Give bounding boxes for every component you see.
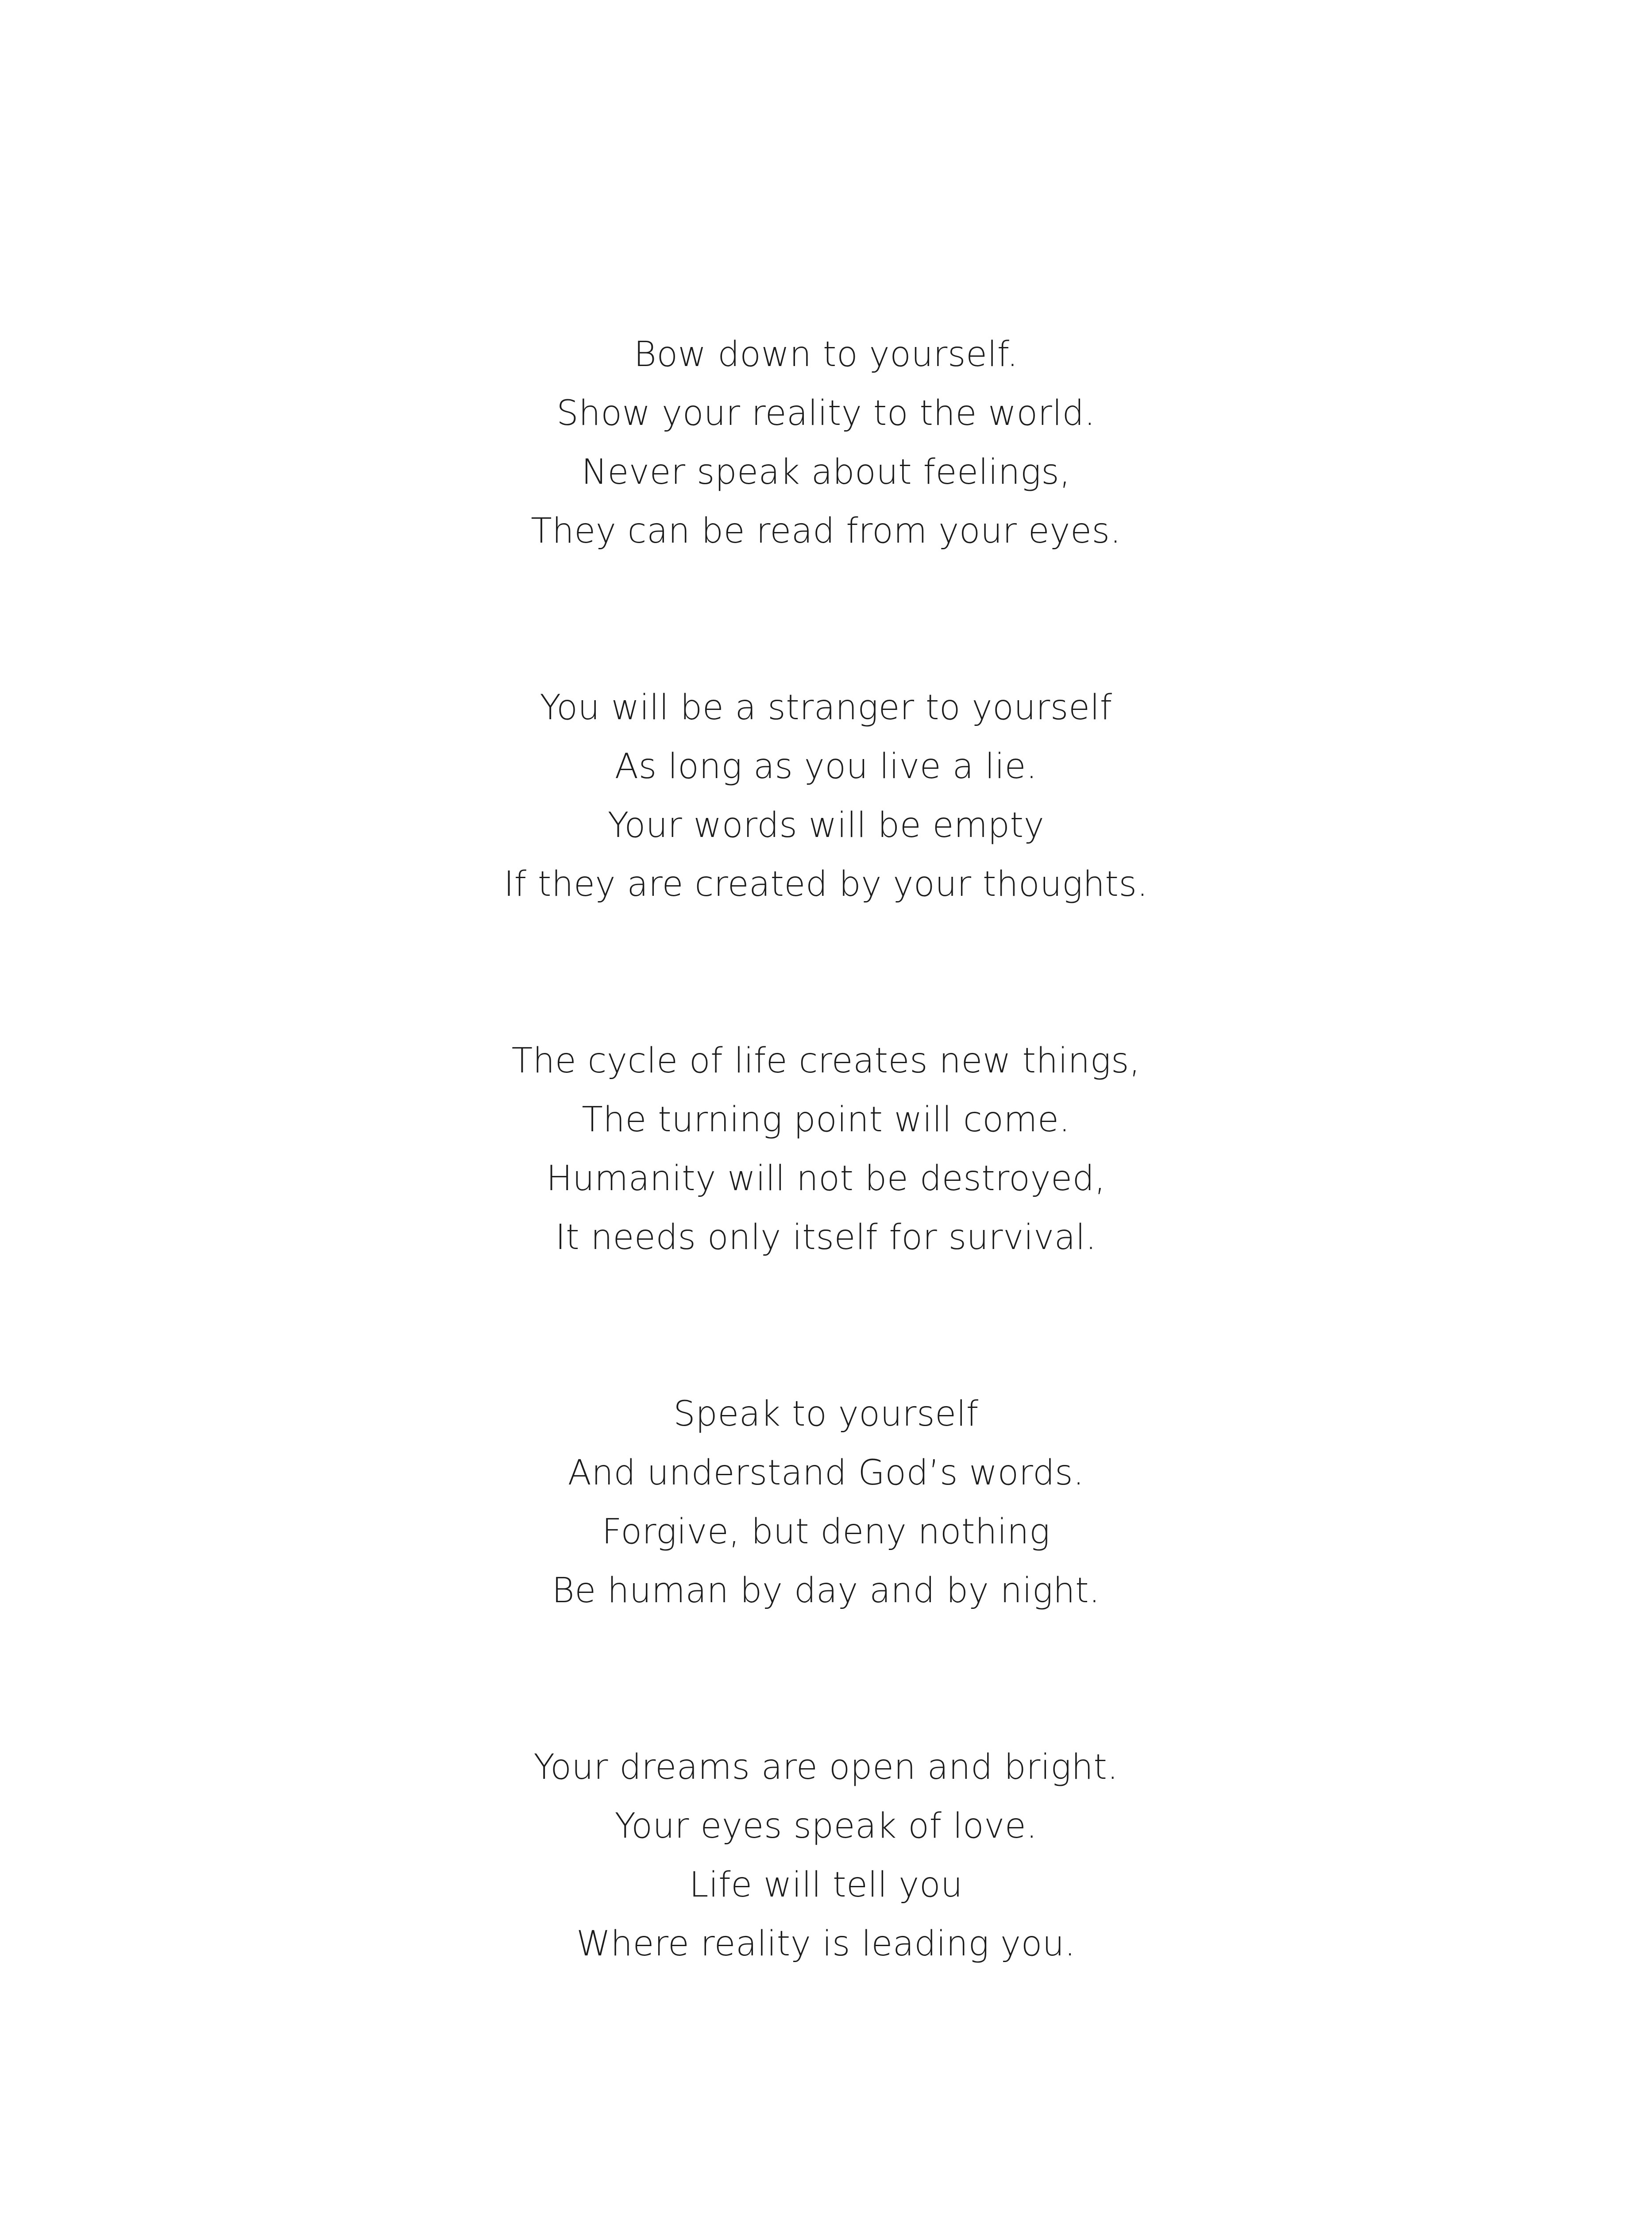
poem-line: Speak to yourself: [673, 1394, 979, 1434]
poem-line: They can be read from your eyes.: [531, 511, 1121, 551]
poem-line: Show your reality to the world.: [556, 393, 1096, 433]
poem-line: If they are created by your thoughts.: [504, 864, 1148, 904]
poem-line: And understand God’s words.: [567, 1453, 1085, 1493]
poem-line: Never speak about feelings,: [581, 452, 1071, 492]
poem-line: Your words will be empty: [607, 806, 1045, 845]
poem-line: The turning point will come.: [582, 1100, 1070, 1140]
poem-line: Your dreams are open and bright.: [533, 1747, 1119, 1787]
poem-line: Forgive, but deny nothing: [602, 1512, 1050, 1552]
poem-line: Your eyes speak of love.: [614, 1806, 1038, 1846]
poem-line: As long as you live a lie.: [614, 747, 1038, 787]
poem: [0, 325, 1652, 2091]
poem-line: You will be a stranger to yourself: [540, 688, 1112, 728]
poem-line: It needs only itself for survival.: [555, 1218, 1097, 1257]
stanza-3: [0, 1032, 1652, 1267]
stanza-5: [0, 1738, 1652, 1974]
poem-line: The cycle of life creates new things,: [511, 1041, 1141, 1081]
poem-line: Bow down to yourself.: [633, 335, 1019, 374]
poem-line: Life will tell you: [689, 1865, 963, 1905]
stanza-1: [0, 325, 1652, 561]
stanza-4: [0, 1385, 1652, 1620]
poem-line: Humanity will not be destroyed,: [546, 1159, 1106, 1199]
stanza-2: [0, 679, 1652, 914]
poem-line: Where reality is leading you.: [576, 1924, 1076, 1964]
poem-line: Be human by day and by night.: [552, 1571, 1100, 1611]
